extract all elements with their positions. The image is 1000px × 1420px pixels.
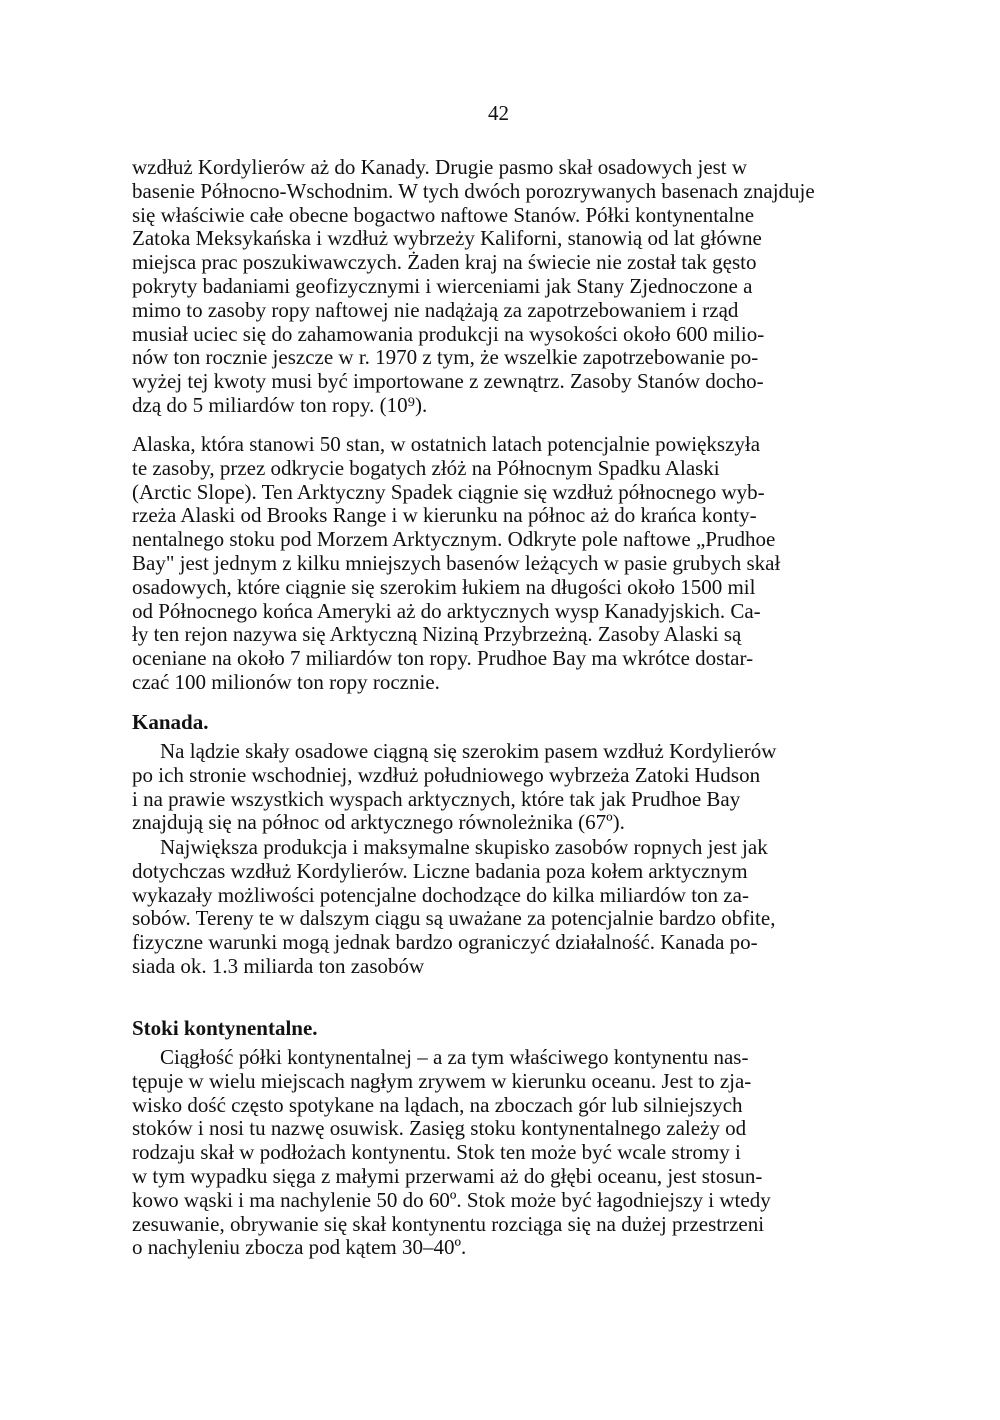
text-line: po ich stronie wschodniej, wzdłuż południowego wybrzeża Zatoki Hudson (132, 762, 761, 787)
text-line: Na lądzie skały osadowe ciągną się szerokim pasem wzdłuż Kordylierów (160, 739, 777, 763)
text-line: rodzaju skał w podłożach kontynentu. Stok ten może być wcale stromy i (132, 1140, 741, 1165)
text-line: osadowych, które ciągnie się szerokim łukiem na długości około 1500 mil (132, 574, 756, 599)
text-line: Zatoka Meksykańska i wzdłuż wybrzeży Kaliforni, stanowią od lat główne (132, 226, 762, 251)
text-line: się właściwie całe obecne bogactwo naftowe Stanów. Półki kontynentalne (132, 202, 755, 227)
text-line: mimo to zasoby ropy naftowej nie nadążają za zapotrzebowaniem i rząd (132, 297, 739, 322)
text-line: basenie Północno-Wschodnim. W tych dwóch porozrywanych basenach znajduje (132, 178, 815, 203)
text-line: znajdują się na północ od arktycznego równoleżnika (67º). (132, 810, 625, 835)
text-line: dzą do 5 miliardów ton ropy. (10⁹). (132, 392, 428, 417)
text-line: nentalnego stoku pod Morzem Arktycznym. Odkryte pole naftowe „Prudhoe (132, 527, 776, 552)
text-line: Alaska, która stanowi 50 stan, w ostatnich latach potencjalnie powiększyła (132, 432, 761, 456)
paragraph-alaska (132, 433, 884, 695)
text-line: musiał uciec się do zahamowania produkcji na wysokości około 600 milio- (132, 321, 765, 346)
section-heading-stoki: Stoki kontynentalne. (132, 1016, 318, 1040)
text-line: w tym wypadku sięga z małymi przerwami aż do głębi oceanu, jest stosun- (132, 1163, 763, 1188)
text-line: o nachyleniu zbocza pod kątem 30–40º. (132, 1235, 467, 1260)
paragraph-kanada-1 (132, 740, 884, 835)
text-line: zesuwanie, obrywanie się skał kontynentu rozciąga się na dużej przestrzeni (132, 1211, 765, 1236)
text-line: pokryty badaniami geofizycznymi i wierceniami jak Stany Zjednoczone a (132, 273, 753, 298)
text-line: Bay" jest jednym z kilku mniejszych basenów leżących w pasie grubych skał (132, 550, 781, 575)
paragraph-usa-resources (132, 156, 884, 418)
text-line: te zasoby, przez odkrycie bogatych złóż na Północnym Spadku Alaski (132, 455, 720, 480)
text-line: Największa produkcja i maksymalne skupisko zasobów ropnych jest jak (160, 835, 768, 859)
text-line: fizyczne warunki mogą jednak bardzo ograniczyć działalność. Kanada po- (132, 930, 758, 955)
text-line: nów ton rocznie jeszcze w r. 1970 z tym, że wszelkie zapotrzebowanie po- (132, 345, 759, 370)
text-line: wzdłuż Kordylierów aż do Kanady. Drugie pasmo skał osadowych jest w (132, 155, 748, 179)
text-line: stoków i nosi tu nazwę osuwisk. Zasięg stoku kontynentalnego zależy od (132, 1116, 747, 1141)
text-line: rzeża Alaski od Brooks Range i w kierunku na północ aż do krańca konty- (132, 503, 757, 528)
text-line: czać 100 milionów ton ropy rocznie. (132, 669, 440, 694)
text-line: i na prawie wszystkich wyspach arktycznych, które tak jak Prudhoe Bay (132, 786, 741, 811)
text-line: (Arctic Slope). Ten Arktyczny Spadek ciągnie się wzdłuż północnego wyb- (132, 479, 765, 504)
text-line: wykazały możliwości potencjalne dochodzące do kilka miliardów ton za- (132, 882, 749, 907)
text-line: ły ten rejon nazywa się Arktyczną Niziną Przybrzeżną. Zasoby Alaski są (132, 622, 742, 647)
text-line: miejsca prac poszukiwawczych. Żaden kraj na świecie nie został tak gęsto (132, 250, 757, 275)
paragraph-stoki (132, 1046, 884, 1260)
text-line: Ciągłość półki kontynentalnej – a za tym właściwego kontynentu nas- (160, 1045, 749, 1069)
page-number: 42 (488, 101, 509, 125)
text-line: oceniane na około 7 miliardów ton ropy. Prudhoe Bay ma wkrótce dostar- (132, 646, 754, 671)
text-line: siada ok. 1.3 miliarda ton zasobów (132, 953, 425, 978)
text-line: kowo wąski i ma nachylenie 50 do 60º. Stok może być łagodniejszy i wtedy (132, 1187, 771, 1212)
text-line: dotychczas wzdłuż Kordylierów. Liczne badania poza kołem arktycznym (132, 858, 748, 883)
section-heading-kanada: Kanada. (132, 710, 209, 734)
text-line: tępuje w wielu miejscach nagłym zrywem w kierunku oceanu. Jest to zja- (132, 1068, 752, 1093)
text-line: od Północnego końca Ameryki aż do arktycznych wysp Kanadyjskich. Ca- (132, 598, 761, 623)
text-line: sobów. Tereny te w dalszym ciągu są uważane za potencjalnie bardzo obfite, (132, 906, 776, 931)
text-line: wisko dość często spotykane na lądach, na zboczach gór lub silniejszych (132, 1092, 743, 1117)
text-line: wyżej tej kwoty musi być importowane z zewnątrz. Zasoby Stanów docho- (132, 369, 764, 394)
paragraph-kanada-2 (132, 836, 884, 979)
